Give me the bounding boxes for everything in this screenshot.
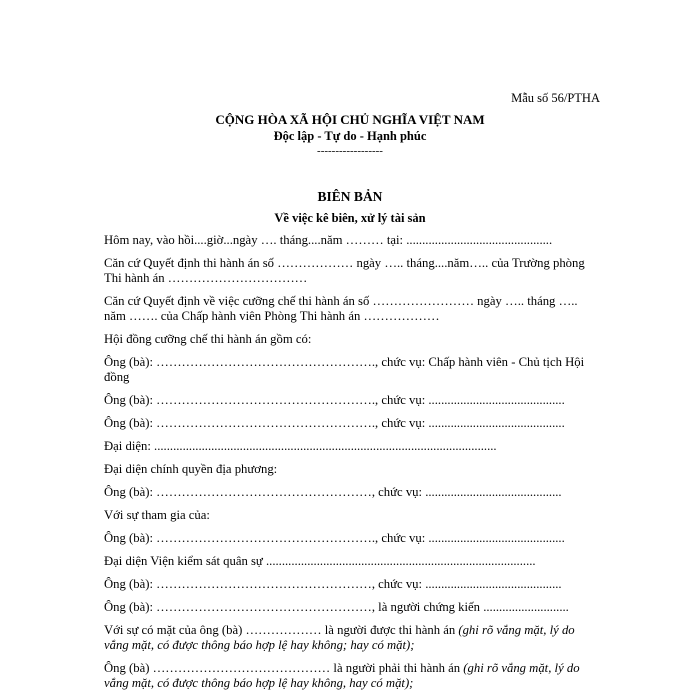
- local-authority-member: Ông (bà): ……………………………………………, chức vụ: ...........................................: [104, 485, 562, 499]
- paragraph-council-heading: Hội đồng cưỡng chế thi hành án gồm có:: [104, 332, 312, 346]
- national-header: [150, 111, 550, 157]
- creditor-note: (ghi rõ vắng mặt, lý do vắng mặt, có được thông báo hợp lệ hay không; hay có mặt);: [104, 623, 575, 652]
- paragraph-basis-decision: Căn cứ Quyết định thi hành án số ……………… ngày ….. tháng....năm….. của Trường phòng Thi hành án ……………………………: [104, 256, 585, 285]
- council-member-chair: Ông (bà): ……………………………………………., chức vụ: Chấp hành viên - Chủ tịch Hội đồng: [104, 355, 585, 384]
- participant-member: Ông (bà): ……………………………………………., chức vụ: ...........................................: [104, 531, 565, 545]
- paragraph-judgment-debtor: [104, 661, 600, 691]
- paragraph-local-authority-heading: Đại diện chính quyền địa phương:: [104, 462, 278, 476]
- witness-member: Ông (bà): ……………………………………………, là người chứng kiến ...........................: [104, 600, 569, 614]
- paragraph-time-place: Hôm nay, vào hồi....giờ...ngày …. tháng....năm ……… tại: ..............................................: [104, 233, 553, 247]
- paragraph-judgment-creditor: [104, 623, 600, 653]
- procuracy-representative: Đại diện Viện kiểm sát quân sự .....................................................................................: [104, 554, 536, 568]
- document-subtitle: Về việc kê biên, xử lý tài sản: [274, 211, 426, 225]
- document-body: [104, 233, 600, 699]
- council-member: Ông (bà): ……………………………………………., chức vụ: ...........................................: [104, 416, 565, 430]
- header-separator: ------------------: [317, 145, 383, 157]
- debtor-text: Ông (bà) …………………………………… là người phải thi hành án: [104, 661, 464, 675]
- debtor-note: (ghi rõ vắng mặt, lý do vắng mặt, có được thông báo hợp lệ hay không, hay có mặt);: [104, 661, 580, 690]
- nation-name: CỘNG HÒA XÃ HỘI CHỦ NGHĨA VIỆT NAM: [215, 112, 485, 127]
- council-member: Ông (bà): ……………………………………………., chức vụ: ...........................................: [104, 393, 565, 407]
- procuracy-member: Ông (bà): ……………………………………………, chức vụ: ...........................................: [104, 577, 562, 591]
- paragraph-basis-enforcement: Căn cứ Quyết định về việc cưỡng chế thi hành án số …………………… ngày ….. tháng ….. năm ……. của Chấp hành viên Phòng Thi hành án ………………: [104, 294, 578, 323]
- national-motto: Độc lập - Tự do - Hạnh phúc: [273, 129, 427, 143]
- creditor-text: Với sự có mặt của ông (bà) ……………… là người được thi hành án: [104, 623, 459, 637]
- form-number: Mẫu số 56/PTHA: [511, 91, 600, 105]
- paragraph-participants-heading: Với sự tham gia của:: [104, 508, 210, 522]
- council-representative: Đại diện: ............................................................................................................: [104, 439, 497, 453]
- document-title: BIÊN BẢN: [317, 189, 383, 204]
